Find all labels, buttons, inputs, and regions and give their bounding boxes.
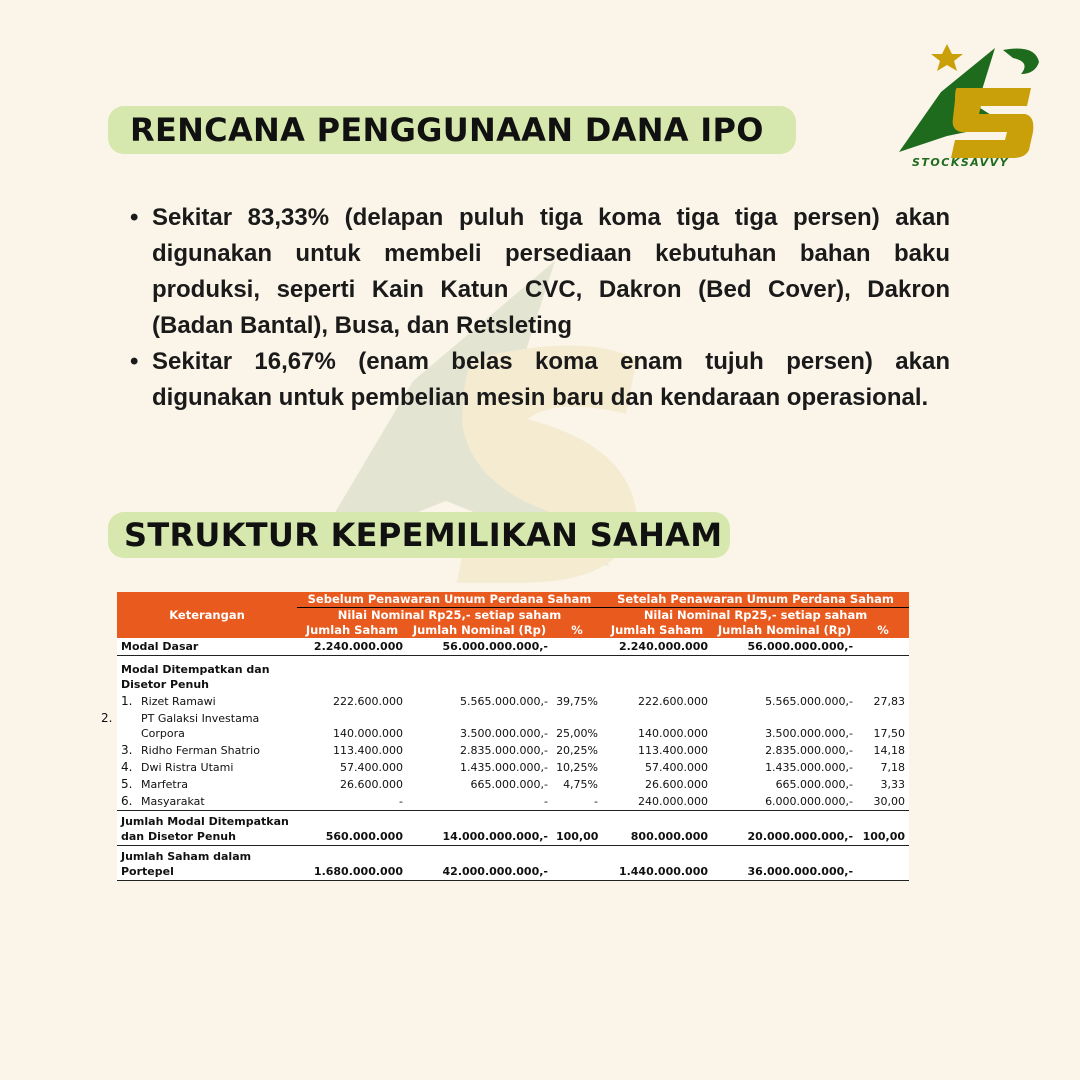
holder-name: PT Galaksi Investama Corpora bbox=[141, 712, 260, 740]
cell: 6.000.000.000,- bbox=[712, 793, 857, 811]
header-after-ipo: Setelah Penawaran Umum Perdana Saham bbox=[602, 592, 909, 608]
table-row-jumlah-modal bbox=[117, 811, 909, 846]
header-keterangan: Keterangan bbox=[117, 592, 297, 638]
cell bbox=[552, 638, 602, 656]
stocksavvy-logo-icon bbox=[895, 40, 1040, 172]
row-index: 6. bbox=[121, 794, 133, 808]
holder-name: Marfetra bbox=[141, 778, 188, 791]
cell bbox=[857, 846, 909, 881]
table-row bbox=[117, 742, 909, 759]
table-row bbox=[117, 693, 909, 710]
ownership-table bbox=[101, 592, 909, 881]
cell: 100,00 bbox=[552, 811, 602, 846]
holder-name: Dwi Ristra Utami bbox=[141, 761, 234, 774]
row-index: 2. bbox=[101, 711, 113, 725]
table-row bbox=[117, 793, 909, 811]
cell: 26.600.000 bbox=[645, 778, 709, 791]
holder-name: Rizet Ramawi bbox=[141, 695, 216, 708]
cell: 36.000.000.000,- bbox=[712, 846, 857, 881]
cell: 39,75% bbox=[556, 695, 599, 708]
header-before-ipo: Sebelum Penawaran Umum Perdana Saham bbox=[297, 592, 602, 608]
cell: - bbox=[407, 793, 552, 811]
cell: 222.600.000 bbox=[638, 695, 709, 708]
cell: 5.565.000.000,- bbox=[460, 695, 548, 708]
cell: 56.000.000.000,- bbox=[407, 638, 552, 656]
table-row-modal-dasar bbox=[117, 638, 909, 656]
section-title-ownership: STRUKTUR KEPEMILIKAN SAHAM bbox=[108, 512, 730, 558]
cell: 113.400.000 bbox=[638, 744, 709, 757]
cell: 57.400.000 bbox=[340, 761, 403, 774]
cell: 3,33 bbox=[880, 778, 906, 791]
cell: 140.000.000 bbox=[333, 727, 403, 740]
cell: 42.000.000.000,- bbox=[407, 846, 552, 881]
cell: 1.680.000.000 bbox=[297, 846, 407, 881]
cell: 665.000.000,- bbox=[470, 778, 548, 791]
cell: 25,00% bbox=[556, 727, 599, 740]
list-item: • Sekitar 16,67% (enam belas koma enam tujuh persen) akan digunakan untuk pembelian mesin baru dan kendaraan operasional. bbox=[130, 344, 950, 416]
cell: 17,50 bbox=[873, 727, 906, 740]
cell: 560.000.000 bbox=[297, 811, 407, 846]
cell: 10,25% bbox=[556, 761, 599, 774]
cell: 14,18 bbox=[873, 744, 906, 757]
holder-name: Ridho Ferman Shatrio bbox=[141, 744, 260, 757]
holder-name: Masyarakat bbox=[141, 795, 205, 808]
header-jumlah-nominal-after: Jumlah Nominal (Rp) bbox=[712, 623, 857, 638]
cell: 2.835.000.000,- bbox=[765, 744, 854, 757]
ipo-funds-list bbox=[130, 200, 950, 416]
cell: 240.000.000 bbox=[602, 793, 712, 811]
table-row bbox=[117, 710, 909, 742]
cell: 30,00 bbox=[857, 793, 909, 811]
cell: 27,83 bbox=[873, 695, 906, 708]
cell: 56.000.000.000,- bbox=[712, 638, 857, 656]
cell: 20,25% bbox=[556, 744, 599, 757]
list-item: • Sekitar 83,33% (delapan puluh tiga koma tiga tiga persen) akan digunakan untuk membeli persediaan kebutuhan bahan baku produksi, seperti Kain Katun CVC, Dakron (Bed Cover), Dakron (Badan Bantal), Busa, dan Retsleting bbox=[130, 200, 950, 344]
cell: 7,18 bbox=[880, 761, 906, 774]
cell: 1.440.000.000 bbox=[602, 846, 712, 881]
cell: 2.240.000.000 bbox=[297, 638, 407, 656]
cell: 4,75% bbox=[563, 778, 599, 791]
cell: 1.435.000.000,- bbox=[460, 761, 548, 774]
header-jumlah-nominal-before: Jumlah Nominal (Rp) bbox=[407, 623, 552, 638]
cell: - bbox=[297, 793, 407, 811]
table-row bbox=[117, 759, 909, 776]
cell: 3.500.000.000,- bbox=[765, 727, 854, 740]
row-label: Modal Dasar bbox=[117, 638, 297, 656]
header-nominal-before: Nilai Nominal Rp25,- setiap saham bbox=[297, 608, 602, 624]
cell: 5.565.000.000,- bbox=[765, 695, 854, 708]
table-row-modal-ditempatkan bbox=[117, 656, 909, 694]
header-jumlah-saham-before: Jumlah Saham bbox=[297, 623, 407, 638]
cell: 140.000.000 bbox=[638, 727, 709, 740]
cell: 20.000.000.000,- bbox=[712, 811, 857, 846]
table-row bbox=[117, 776, 909, 793]
cell: 14.000.000.000,- bbox=[407, 811, 552, 846]
cell: 26.600.000 bbox=[340, 778, 403, 791]
row-label: Modal Ditempatkan dan Disetor Penuh bbox=[121, 663, 270, 691]
row-index: 1. bbox=[121, 694, 133, 708]
header-nominal-after: Nilai Nominal Rp25,- setiap saham bbox=[602, 608, 909, 624]
header-pct-before: % bbox=[552, 623, 602, 638]
table-row-portepel bbox=[117, 846, 909, 881]
cell: 665.000.000,- bbox=[775, 778, 854, 791]
row-label: Jumlah Saham dalam Portepel bbox=[117, 846, 297, 881]
brand-name: STOCKSAVVY bbox=[912, 156, 1010, 169]
cell: 222.600.000 bbox=[333, 695, 403, 708]
row-index: 5. bbox=[121, 777, 133, 791]
cell: - bbox=[552, 793, 602, 811]
header-jumlah-saham-after: Jumlah Saham bbox=[602, 623, 712, 638]
cell bbox=[552, 846, 602, 881]
cell: 2.835.000.000,- bbox=[460, 744, 548, 757]
row-index: 3. bbox=[121, 743, 133, 757]
cell: 57.400.000 bbox=[645, 761, 709, 774]
cell: 1.435.000.000,- bbox=[765, 761, 854, 774]
cell: 2.240.000.000 bbox=[602, 638, 712, 656]
header-pct-after: % bbox=[857, 623, 909, 638]
section-title-ipo-funds: RENCANA PENGGUNAAN DANA IPO bbox=[108, 106, 796, 154]
cell: 113.400.000 bbox=[333, 744, 403, 757]
cell bbox=[857, 638, 909, 656]
cell: 100,00 bbox=[857, 811, 909, 846]
row-label: Jumlah Modal Ditempatkan dan Disetor Penuh bbox=[117, 811, 297, 846]
cell bbox=[297, 656, 909, 694]
row-index: 4. bbox=[121, 760, 133, 774]
cell: 800.000.000 bbox=[602, 811, 712, 846]
cell: 3.500.000.000,- bbox=[460, 727, 548, 740]
